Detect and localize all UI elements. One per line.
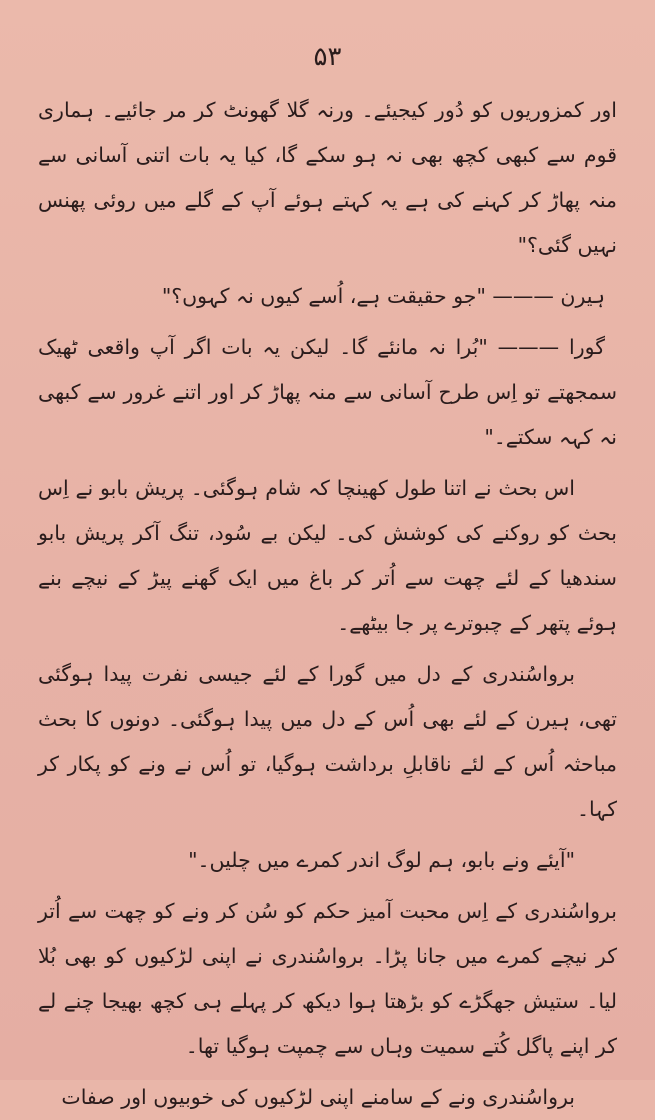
paragraph-last: برواسُندری ونے کے سامنے اپنی لڑکیوں کی خوبیوں اور صفات xyxy=(61,1085,575,1109)
page-number: ۵۳ xyxy=(313,42,342,72)
dialogue-invitation: "آیئے ونے بابو، ہم لوگ اندر کمرے میں چلیں۔" xyxy=(188,848,575,872)
paragraph-continuation: اور کمزوریوں کو دُور کیجیئے۔ ورنہ گلا گھونٹ کر مر جائیے۔ ہماری قوم سے کبھی کچھ بھی نہ ہو سکے گا، کیا یہ بات اتنی آسانی سے منہ پھاڑ کر کہنے کی ہے یہ کہتے ہوئے آپ کے گلے میں روئی پھنس نہیں گئی؟" xyxy=(38,98,617,257)
page-text xyxy=(38,88,617,1120)
paragraph-room: برواسُندری کے اِس محبت آمیز حکم کو سُن کر ونے کو چھت سے اُتر کر نیچے کمرے میں جانا پڑا۔ برواسُندری نے اپنی لڑکیوں کو بھی بُلا لیا۔ ستیش جھگڑے کو بڑھتا ہوا دیکھ کر پہلے ہی کچھ بھیجا چنے لے کر اپنے پاگل کُتے سمیت وہاں سے چمپت ہوگیا تھا۔ xyxy=(38,899,617,1058)
dialogue-hiran: ہیرن ——— "جو حقیقت ہے، اُسے کیوں نہ کہوں؟" xyxy=(161,284,605,308)
paragraph-debate: اس بحث نے اتنا طول کھینچا کہ شام ہوگئی۔ پریش بابو نے اِس بحث کو روکنے کی کوشش کی۔ لیکن بے سُود، تنگ آکر پریش بابو سندھیا کے لئے چھت سے اُتر کر باغ میں ایک گھنے پیڑ کے نیچے بنے ہوئے پتھر کے چبوترے پر جا بیٹھے۔ xyxy=(38,476,617,635)
dialogue-gora: گورا ——— "بُرا نہ مانئے گا۔ لیکن یہ بات اگر آپ واقعی ٹھیک سمجھتے تو اِس طرح آسانی سے منہ پھاڑ کر اور اتنے غرور سے کبھی نہ کہہ سکتے۔" xyxy=(38,335,617,449)
paragraph-varadasundari: برواسُندری کے دل میں گورا کے لئے جیسی نفرت پیدا ہوگئی تھی، ہیرن کے لئے بھی اُس کے دل میں پیدا ہوگئی۔ دونوں کا بحث مباحثہ اُس کے لئے ناقابلِ برداشت ہوگیا، تو اُس نے ونے کو پکار کر کہا۔ xyxy=(38,662,617,821)
